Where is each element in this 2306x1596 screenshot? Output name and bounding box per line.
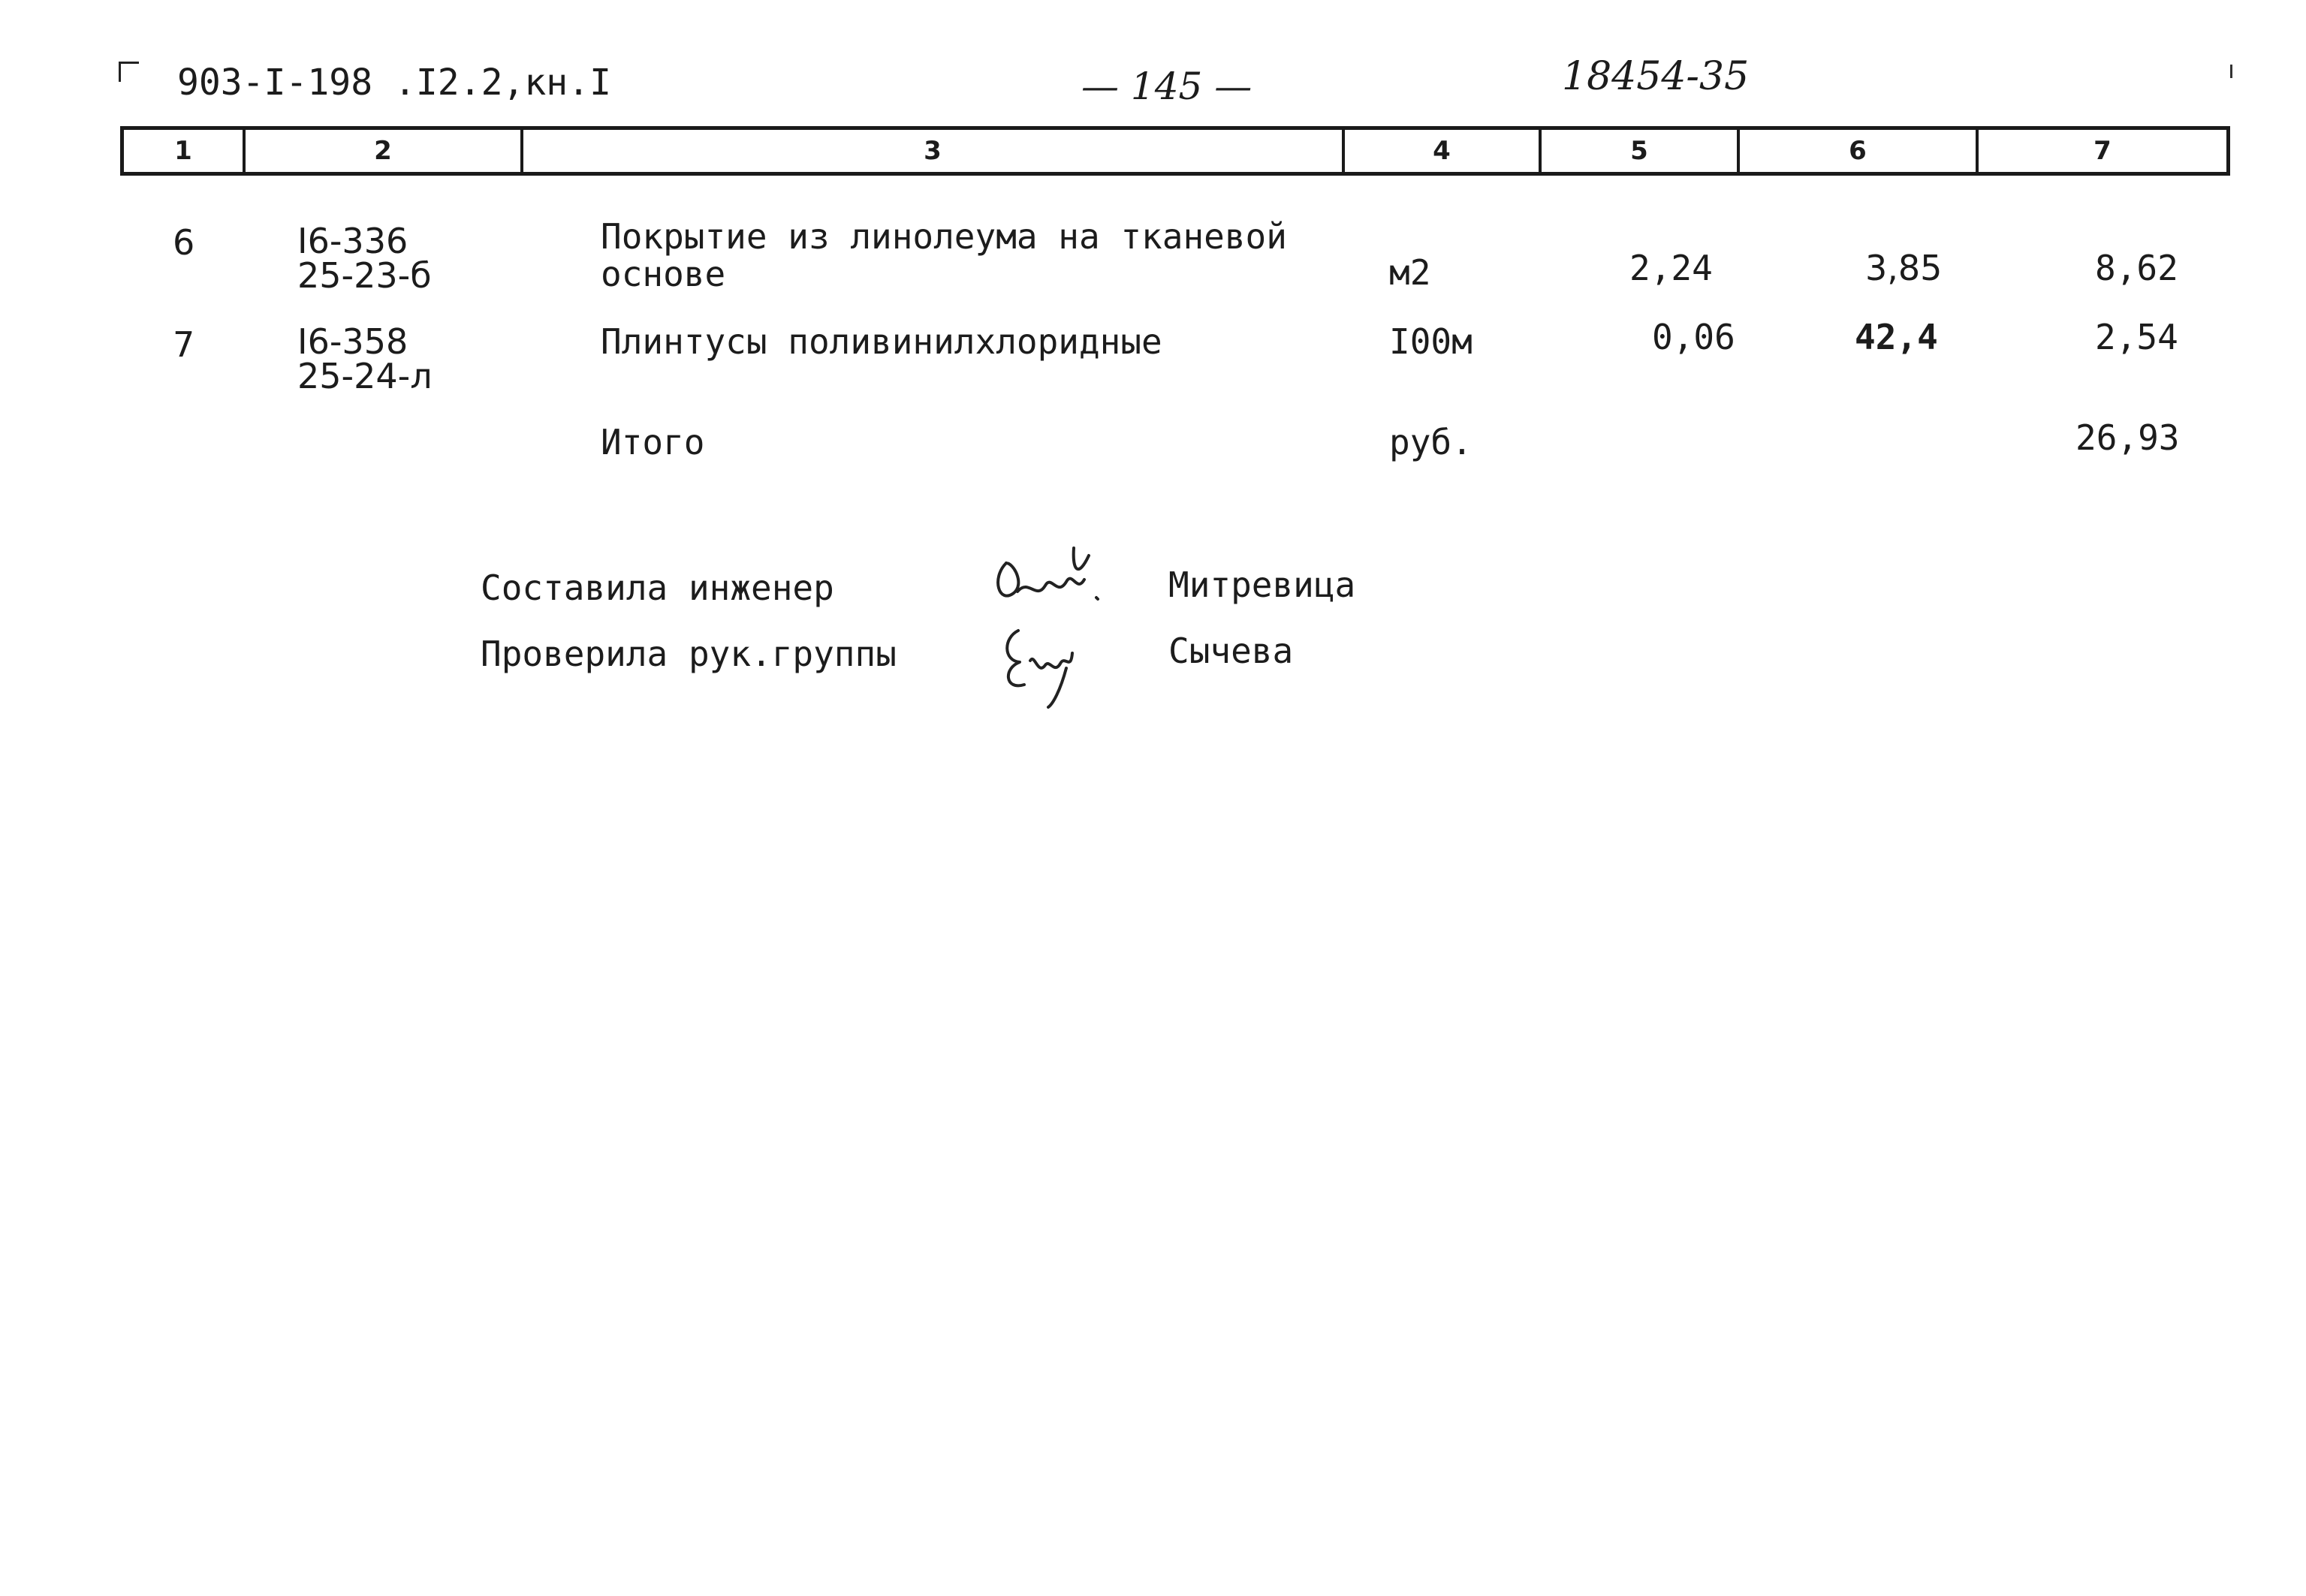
row-code-line1: I6-358 — [297, 321, 408, 362]
column-number-1: 1 — [124, 130, 246, 172]
document-code: 903-I-198 .I2.2,кн.I — [177, 62, 611, 104]
total-value: 26,93 — [2075, 417, 2180, 458]
total-label: Итого — [601, 422, 705, 462]
corner-tick — [2230, 65, 2232, 78]
checked-by-name: Сычева — [1168, 631, 1294, 671]
row-name-line1: Плинтусы поливинилхлоридные — [601, 321, 1162, 362]
compiled-by-name: Митревица — [1168, 565, 1356, 605]
column-number-2: 2 — [246, 130, 523, 172]
column-number-4: 4 — [1345, 130, 1542, 172]
column-number-bar — [120, 126, 2230, 176]
row-quantity: 0,06 — [1652, 317, 1735, 357]
row-total: 8,62 — [2095, 248, 2178, 288]
corner-mark — [119, 62, 139, 82]
row-unit: м2 — [1389, 252, 1431, 293]
inventory-number: 18454-35 — [1562, 54, 1750, 99]
row-code-line2: 25-23-б — [297, 255, 432, 296]
column-number-7: 7 — [2093, 136, 2112, 166]
row-number: 7 — [173, 324, 195, 365]
total-unit: руб. — [1389, 422, 1473, 462]
signature-checker-image — [988, 616, 1101, 713]
checked-by-label: Проверила рук.группы — [481, 634, 897, 674]
row-price: 3,85 — [1865, 248, 1943, 288]
row-name-line1: Покрытие из линолеума на тканевой — [601, 216, 1287, 257]
column-number-6: 6 — [1740, 130, 1979, 172]
signature-compiler-image — [984, 533, 1119, 623]
page-number: — 145 — — [1081, 65, 1252, 108]
row-code-line2: 25-24-л — [297, 356, 433, 396]
column-number-3: 3 — [523, 130, 1345, 172]
row-quantity: 2,24 — [1629, 248, 1713, 288]
row-name-line2: основе — [601, 254, 726, 294]
row-price: 42,4 — [1855, 317, 1938, 357]
column-number-5: 5 — [1542, 130, 1740, 172]
compiled-by-label: Составила инженер — [481, 568, 834, 608]
row-number: 6 — [173, 222, 195, 263]
row-unit: I00м — [1389, 321, 1473, 362]
row-code-line1: I6-336 — [297, 221, 408, 261]
row-total: 2,54 — [2095, 317, 2178, 357]
